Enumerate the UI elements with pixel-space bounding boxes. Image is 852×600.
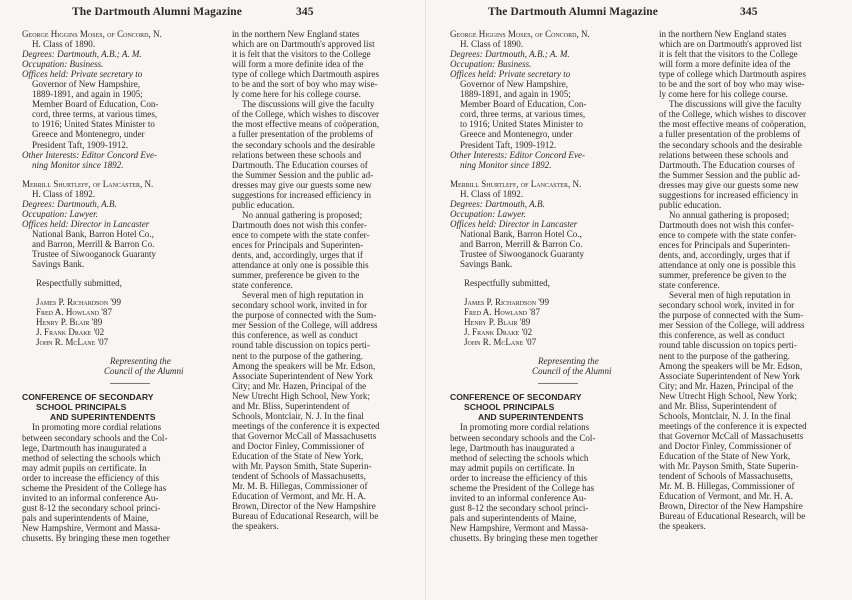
- text-line: the purpose of connected with the Sum-: [659, 310, 804, 321]
- text-line: summer, preference be given to the: [659, 270, 787, 281]
- magazine-title: The Dartmouth Alumni Magazine: [72, 6, 242, 18]
- text-line: and Mr. Bliss, Superintendent of: [232, 400, 350, 411]
- text-line: cord, three terms, at various times,: [460, 109, 586, 120]
- text-line: state conference.: [659, 280, 720, 291]
- text-line: Degrees: Dartmouth, A.B.; A. M.: [22, 49, 142, 60]
- text-line: Occupation: Lawyer.: [22, 208, 98, 219]
- text-line: attendance at only one is possible this: [659, 260, 796, 271]
- text-line: pals and superintendents of Maine,: [22, 512, 149, 523]
- text-line: National Bank, Barron Hotel Co.,: [32, 228, 154, 239]
- text-line: state conference.: [232, 280, 293, 291]
- section-heading: AND SUPERINTENDENTS: [478, 412, 584, 423]
- text-line: Savings Bank.: [32, 259, 85, 270]
- signature-line: Henry P. Blair '89: [36, 317, 103, 328]
- text-line: the most effective means of coöperation,: [232, 119, 380, 130]
- text-line: H. Class of 1890.: [32, 39, 96, 50]
- text-line: ning Monitor since 1892.: [460, 159, 552, 170]
- text-line: No annual gathering is proposed;: [242, 209, 363, 220]
- text-line: between secondary schools and the Col-: [22, 432, 168, 443]
- text-line: ence to compete with the state confer-: [659, 229, 797, 240]
- text-line: scheme the President of the College has: [22, 482, 167, 493]
- text-line: Respectfully submitted,: [36, 278, 122, 289]
- right-page: [426, 0, 852, 600]
- text-line: Representing the: [538, 356, 599, 367]
- text-line: will form a more definite idea of the: [232, 59, 364, 70]
- text-line: may admit pupils on certificate. In: [450, 462, 575, 473]
- text-line: Education of the State of New York,: [659, 450, 791, 461]
- text-line: this conference, as well as conduct: [232, 330, 358, 341]
- text-line: Offices held: Director in Lancaster: [22, 218, 150, 229]
- text-line: Representing the: [110, 356, 171, 367]
- text-line: Brown, Director of the New Hampshire: [659, 501, 803, 512]
- page-number: 345: [296, 6, 314, 18]
- text-line: Occupation: Business.: [22, 59, 104, 70]
- text-line: mer Session of the College, will address: [232, 320, 378, 331]
- text-line: Education of Vermont, and Mr. H. A.: [232, 491, 367, 502]
- text-column-2: [232, 29, 415, 531]
- text-line: order to increase the efficiency of this: [450, 472, 587, 483]
- text-line: summer, preference be given to the: [232, 270, 360, 281]
- text-line: Offices held: Private secretary to: [22, 69, 143, 80]
- text-line: Greece and Montenegro, under: [460, 129, 573, 140]
- text-line: Offices held: Private secretary to: [450, 69, 571, 80]
- text-line: Schools, Montclair, N. J. In the final: [232, 410, 364, 421]
- text-line: Governor of New Hampshire,: [460, 79, 569, 90]
- text-line: City; and Mr. Hazen, Principal of the: [232, 380, 367, 391]
- section-heading: CONFERENCE OF SECONDARY: [22, 392, 154, 403]
- text-line: Degrees: Dartmouth, A.B.: [450, 198, 545, 209]
- text-line: The discussions will give the faculty: [242, 99, 375, 110]
- text-line: dents, and, accordingly, urges that if: [232, 250, 363, 261]
- text-line: that Governor McCall of Massachusetts: [232, 430, 377, 441]
- text-line: Council of the Alumni: [104, 366, 184, 377]
- text-line: dents, and, accordingly, urges that if: [659, 250, 790, 261]
- text-column-2: [659, 29, 841, 531]
- text-line: ly come here for his college course.: [232, 89, 361, 100]
- text-line: this conference, as well as conduct: [659, 330, 785, 341]
- text-line: Other Interests: Editor Concord Eve-: [22, 149, 158, 160]
- signature-line: John R. McLane '07: [36, 337, 109, 348]
- text-line: public education.: [659, 199, 722, 210]
- text-line: round table discussion on topics perti-: [232, 340, 370, 351]
- text-line: Greece and Montenegro, under: [32, 129, 145, 140]
- text-column-1: [450, 29, 650, 543]
- text-line: Council of the Alumni: [532, 366, 612, 377]
- page-number: 345: [740, 6, 758, 18]
- text-line: and Barron, Merrill & Barron Co.: [32, 238, 155, 249]
- section-divider: [538, 383, 578, 384]
- text-line: the most effective means of coöperation,: [659, 119, 807, 130]
- text-line: Dartmouth does not wish this confer-: [232, 219, 367, 230]
- text-line: secondary school work, invited in for: [232, 300, 368, 311]
- text-line: Dartmouth. The Education courses of: [659, 159, 795, 170]
- text-line: Mr. M. B. Hillegas, Commissioner of: [659, 481, 795, 492]
- text-line: suggestions for increased efficiency in: [659, 189, 799, 200]
- text-line: In promoting more cordial relations: [32, 422, 162, 433]
- text-line: ences for Principals and Superinten-: [659, 239, 791, 250]
- text-line: ences for Principals and Superinten-: [232, 239, 364, 250]
- text-line: nent to the purpose of the gathering.: [232, 350, 363, 361]
- text-line: the speakers.: [659, 521, 706, 532]
- text-line: gust 8-12 the secondary school princi-: [22, 502, 161, 513]
- text-line: Other Interests: Editor Concord Eve-: [450, 149, 586, 160]
- text-line: ly come here for his college course.: [659, 89, 788, 100]
- text-line: in the northern New England states: [659, 29, 787, 39]
- section-heading: SCHOOL PRINCIPALS: [36, 402, 127, 413]
- text-line: H. Class of 1890.: [460, 39, 524, 50]
- text-line: Brown, Director of the New Hampshire: [232, 501, 376, 512]
- section-heading: CONFERENCE OF SECONDARY: [450, 392, 582, 403]
- text-line: in the northern New England states: [232, 29, 360, 39]
- text-line: chusetts. By bringing these men together: [22, 532, 170, 543]
- text-line: the secondary schools and the desirable: [659, 139, 802, 150]
- text-line: tendent of Schools of Massachusetts,: [232, 471, 366, 482]
- text-line: ence to compete with the state confer-: [232, 229, 370, 240]
- text-line: President Taft, 1909-1912.: [32, 139, 129, 150]
- text-line: meetings of the conference it is expected: [232, 420, 380, 431]
- text-line: type of college which Dartmouth aspires: [232, 69, 379, 80]
- text-line: Occupation: Lawyer.: [450, 208, 526, 219]
- text-line: invited to an informal conference Au-: [450, 492, 587, 503]
- text-line: dresses may give our guests some new: [659, 179, 799, 190]
- signature-line: J. Frank Drake '02: [36, 327, 105, 338]
- text-line: Offices held: Director in Lancaster: [450, 218, 578, 229]
- text-line: No annual gathering is proposed;: [669, 209, 790, 220]
- text-line: the Summer Session and the public ad-: [232, 169, 374, 180]
- text-line: which are on Dartmouth's approved list: [232, 39, 375, 50]
- text-line: order to increase the efficiency of this: [22, 472, 159, 483]
- text-line: invited to an informal conference Au-: [22, 492, 159, 503]
- text-line: George Higgins Moses, of Concord, N.: [22, 29, 162, 39]
- text-line: Trustee of Siwooganock Guaranty: [32, 248, 157, 259]
- text-line: Associate Superintendent of New York: [232, 370, 373, 381]
- text-line: which are on Dartmouth's approved list: [659, 39, 802, 50]
- text-line: Associate Superintendent of New York: [659, 370, 800, 381]
- text-line: to 1916; United States Minister to: [32, 119, 155, 130]
- text-line: a fuller presentation of the problems of: [232, 129, 374, 140]
- text-line: Occupation: Business.: [450, 59, 532, 70]
- text-line: Respectfully submitted,: [464, 278, 550, 289]
- text-line: lege, Dartmouth has inaugurated a: [22, 442, 147, 453]
- signature-line: Fred A. Howland '87: [464, 307, 540, 318]
- text-line: lege, Dartmouth has inaugurated a: [450, 442, 575, 453]
- text-line: between secondary schools and the Col-: [450, 432, 596, 443]
- text-line: method of selecting the schools which: [450, 452, 589, 463]
- text-line: dresses may give our guests some new: [232, 179, 372, 190]
- text-line: and Doctor Finley, Commissioner of: [232, 440, 365, 451]
- text-line: Several men of high reputation in: [242, 290, 364, 301]
- signature-line: Fred A. Howland '87: [36, 307, 112, 318]
- text-line: Education of the State of New York,: [232, 450, 364, 461]
- signature-line: John R. McLane '07: [464, 337, 537, 348]
- text-line: In promoting more cordial relations: [460, 422, 590, 433]
- text-line: Education of Vermont, and Mr. H. A.: [659, 491, 794, 502]
- text-line: secondary school work, invited in for: [659, 300, 795, 311]
- text-line: Trustee of Siwooganock Guaranty: [460, 248, 585, 259]
- text-line: Governor of New Hampshire,: [32, 79, 141, 90]
- text-line: to be and the sort of boy who may wise-: [659, 79, 805, 90]
- text-line: Member Board of Education, Con-: [460, 99, 587, 110]
- text-line: with Mr. Payson Smith, State Superin-: [659, 461, 799, 472]
- text-line: Mr. M. B. Hillegas, Commissioner of: [232, 481, 368, 492]
- text-line: public education.: [232, 199, 295, 210]
- text-line: Merrill Shurtleff, of Lancaster, N.: [450, 178, 582, 189]
- text-line: National Bank, Barron Hotel Co.,: [460, 228, 582, 239]
- text-line: Bureau of Educational Research, will be: [232, 511, 379, 522]
- text-line: 1889-1891, and again in 1905;: [460, 89, 571, 100]
- signature-line: J. Frank Drake '02: [464, 327, 533, 338]
- text-line: City; and Mr. Hazen, Principal of the: [659, 380, 794, 391]
- text-line: of the College, which wishes to discover: [232, 109, 379, 120]
- text-line: New Utrecht High School, New York;: [659, 390, 797, 401]
- text-line: with Mr. Payson Smith, State Superin-: [232, 461, 372, 472]
- text-line: Merrill Shurtleff, of Lancaster, N.: [22, 178, 154, 189]
- text-line: Degrees: Dartmouth, A.B.; A. M.: [450, 49, 570, 60]
- text-line: H. Class of 1892.: [460, 188, 524, 199]
- text-line: the secondary schools and the desirable: [232, 139, 375, 150]
- text-line: of the College, which wishes to discover: [659, 109, 806, 120]
- text-line: may admit pupils on certificate. In: [22, 462, 147, 473]
- text-line: that Governor McCall of Massachusetts: [659, 430, 804, 441]
- section-heading: SCHOOL PRINCIPALS: [464, 402, 555, 413]
- text-line: George Higgins Moses, of Concord, N.: [450, 29, 590, 39]
- text-line: meetings of the conference it is expected: [659, 420, 807, 431]
- text-line: method of selecting the schools which: [22, 452, 161, 463]
- signature-line: Henry P. Blair '89: [464, 317, 531, 328]
- text-line: it is felt that the visitors to the College: [232, 49, 371, 60]
- text-line: the Summer Session and the public ad-: [659, 169, 801, 180]
- text-line: Member Board of Education, Con-: [32, 99, 159, 110]
- text-line: Bureau of Educational Research, will be: [659, 511, 806, 522]
- text-line: mer Session of the College, will address: [659, 320, 805, 331]
- text-line: the purpose of connected with the Sum-: [232, 310, 377, 321]
- text-line: round table discussion on topics perti-: [659, 340, 797, 351]
- text-line: gust 8-12 the secondary school princi-: [450, 502, 589, 513]
- text-line: type of college which Dartmouth aspires: [659, 69, 806, 80]
- text-line: chusetts. By bringing these men together: [450, 532, 598, 543]
- text-line: and Barron, Merrill & Barron Co.: [460, 238, 583, 249]
- text-line: suggestions for increased efficiency in: [232, 189, 372, 200]
- text-line: the speakers.: [232, 521, 279, 532]
- text-line: to 1916; United States Minister to: [460, 119, 583, 130]
- text-line: New Hampshire, Vermont and Massa-: [450, 522, 589, 533]
- text-line: relations between these schools and: [232, 149, 362, 160]
- text-line: nent to the purpose of the gathering.: [659, 350, 790, 361]
- magazine-title: The Dartmouth Alumni Magazine: [488, 6, 658, 18]
- text-column-1: [22, 29, 222, 543]
- text-line: cord, three terms, at various times,: [32, 109, 158, 120]
- text-line: Several men of high reputation in: [669, 290, 791, 301]
- section-heading: AND SUPERINTENDENTS: [50, 412, 156, 423]
- text-line: The discussions will give the faculty: [669, 99, 802, 110]
- text-line: H. Class of 1892.: [32, 188, 96, 199]
- text-line: New Utrecht High School, New York;: [232, 390, 370, 401]
- text-line: Savings Bank.: [460, 259, 513, 270]
- text-line: Degrees: Dartmouth, A.B.: [22, 198, 117, 209]
- signature-line: James P. Richardson '99: [36, 297, 121, 308]
- text-line: and Mr. Bliss, Superintendent of: [659, 400, 777, 411]
- text-line: attendance at only one is possible this: [232, 260, 369, 271]
- text-line: Schools, Montclair, N. J. In the final: [659, 410, 791, 421]
- text-line: a fuller presentation of the problems of: [659, 129, 801, 140]
- text-line: ning Monitor since 1892.: [32, 159, 124, 170]
- section-divider: [110, 383, 150, 384]
- text-line: pals and superintendents of Maine,: [450, 512, 577, 523]
- signature-line: James P. Richardson '99: [464, 297, 549, 308]
- text-line: and Doctor Finley, Commissioner of: [659, 440, 792, 451]
- text-line: it is felt that the visitors to the College: [659, 49, 798, 60]
- text-line: New Hampshire, Vermont and Massa-: [22, 522, 161, 533]
- text-line: 1889-1891, and again in 1905;: [32, 89, 143, 100]
- text-line: Among the speakers will be Mr. Edson,: [232, 360, 376, 371]
- text-line: tendent of Schools of Massachusetts,: [659, 471, 793, 482]
- text-line: to be and the sort of boy who may wise-: [232, 79, 378, 90]
- text-line: scheme the President of the College has: [450, 482, 595, 493]
- text-line: Dartmouth. The Education courses of: [232, 159, 368, 170]
- text-line: President Taft, 1909-1912.: [460, 139, 557, 150]
- text-line: Dartmouth does not wish this confer-: [659, 219, 794, 230]
- text-line: Among the speakers will be Mr. Edson,: [659, 360, 803, 371]
- text-line: will form a more definite idea of the: [659, 59, 791, 70]
- text-line: relations between these schools and: [659, 149, 789, 160]
